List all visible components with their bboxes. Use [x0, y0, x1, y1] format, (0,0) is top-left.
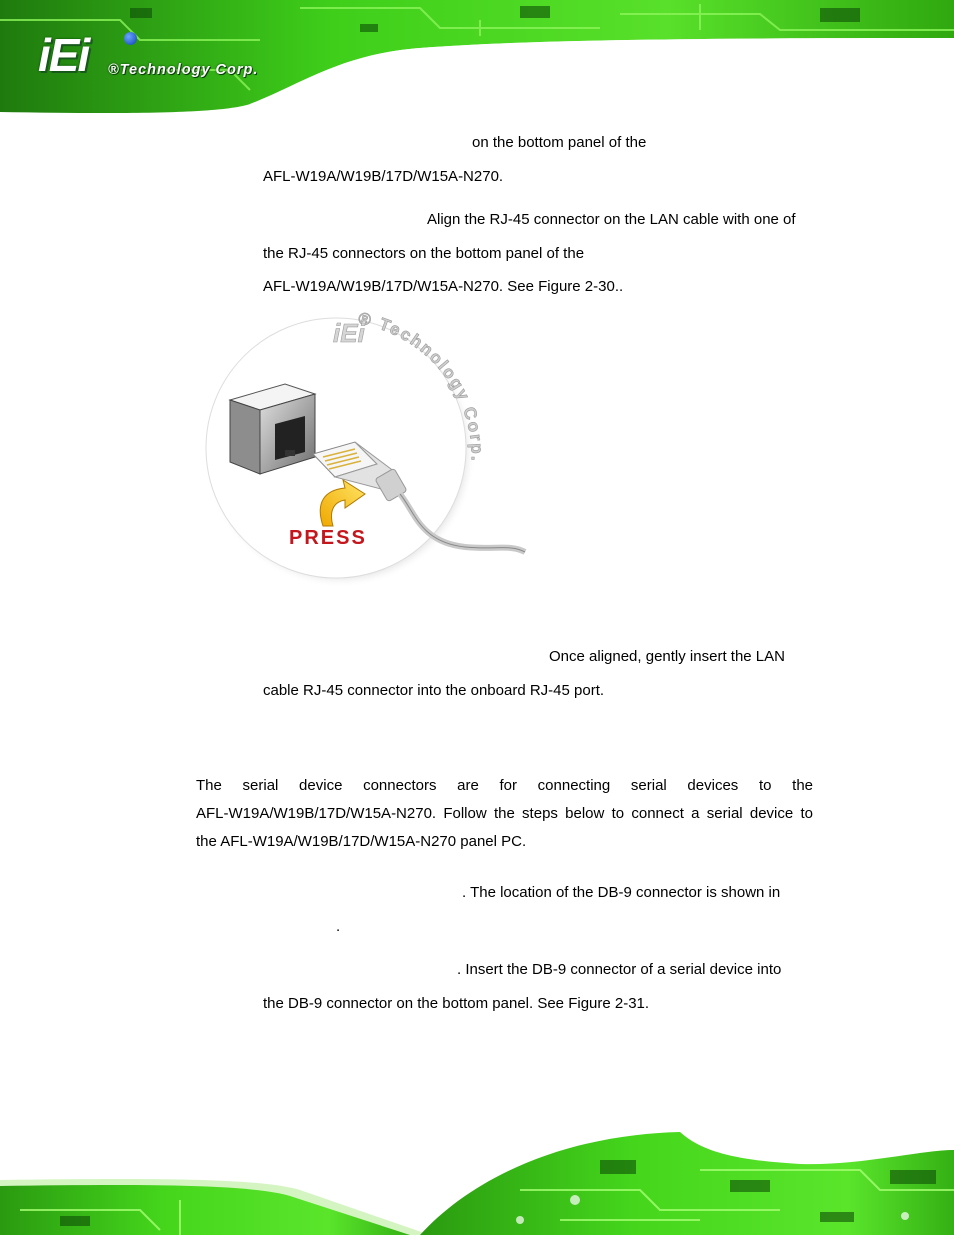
lan-step3-line1: Once aligned, gently insert the LAN — [549, 648, 785, 665]
serial-intro-line1: The serial device connectors are for connecting serial devices to the — [196, 777, 813, 794]
logo-dot-icon — [124, 32, 137, 45]
serial-step1-line2: . — [336, 918, 341, 935]
rj45-illustration — [205, 312, 535, 592]
serial-step2-line2: the DB-9 connector on the bottom panel. See Figure 2-31. — [263, 995, 650, 1012]
lan-step2-line3: AFL-W19A/W19B/17D/W15A-N270. See Figure 2-30.. — [263, 278, 624, 295]
page-footer — [0, 1120, 954, 1235]
logo-mark: iEi — [38, 29, 89, 81]
serial-step2-line1: . Insert the DB-9 connector of a serial device into — [457, 961, 782, 978]
figure-watermark: ® Technology Corp. — [356, 312, 487, 463]
lan-step3-line2: cable RJ-45 connector into the onboard RJ-45 port. — [263, 682, 605, 699]
figure-watermark-logo: iEi — [333, 318, 365, 348]
header-circuit-banner — [0, 0, 954, 118]
lan-step1-line2: AFL-W19A/W19B/17D/W15A-N270. — [263, 168, 504, 185]
rj45-port — [230, 384, 315, 474]
serial-intro-line3: the AFL-W19A/W19B/17D/W15A-N270 panel PC. — [196, 833, 527, 850]
serial-step1-line1: . The location of the DB-9 connector is shown in — [462, 884, 781, 901]
page-header — [0, 0, 954, 118]
logo-text: ®Technology Corp. — [108, 62, 259, 78]
lan-step1-line1: on the bottom panel of the — [472, 134, 647, 151]
serial-intro-paragraph — [196, 772, 813, 856]
press-label: PRESS — [289, 527, 367, 549]
lan-step2-line1: Align the RJ-45 connector on the LAN cable with one of — [427, 211, 796, 228]
rj45-connection-figure — [205, 312, 535, 592]
footer-circuit-banner — [0, 1120, 954, 1235]
lan-step2-line2: the RJ-45 connectors on the bottom panel of the — [263, 245, 585, 262]
serial-intro-line2: AFL-W19A/W19B/17D/W15A-N270. Follow the steps below to connect a serial device to — [196, 805, 813, 822]
